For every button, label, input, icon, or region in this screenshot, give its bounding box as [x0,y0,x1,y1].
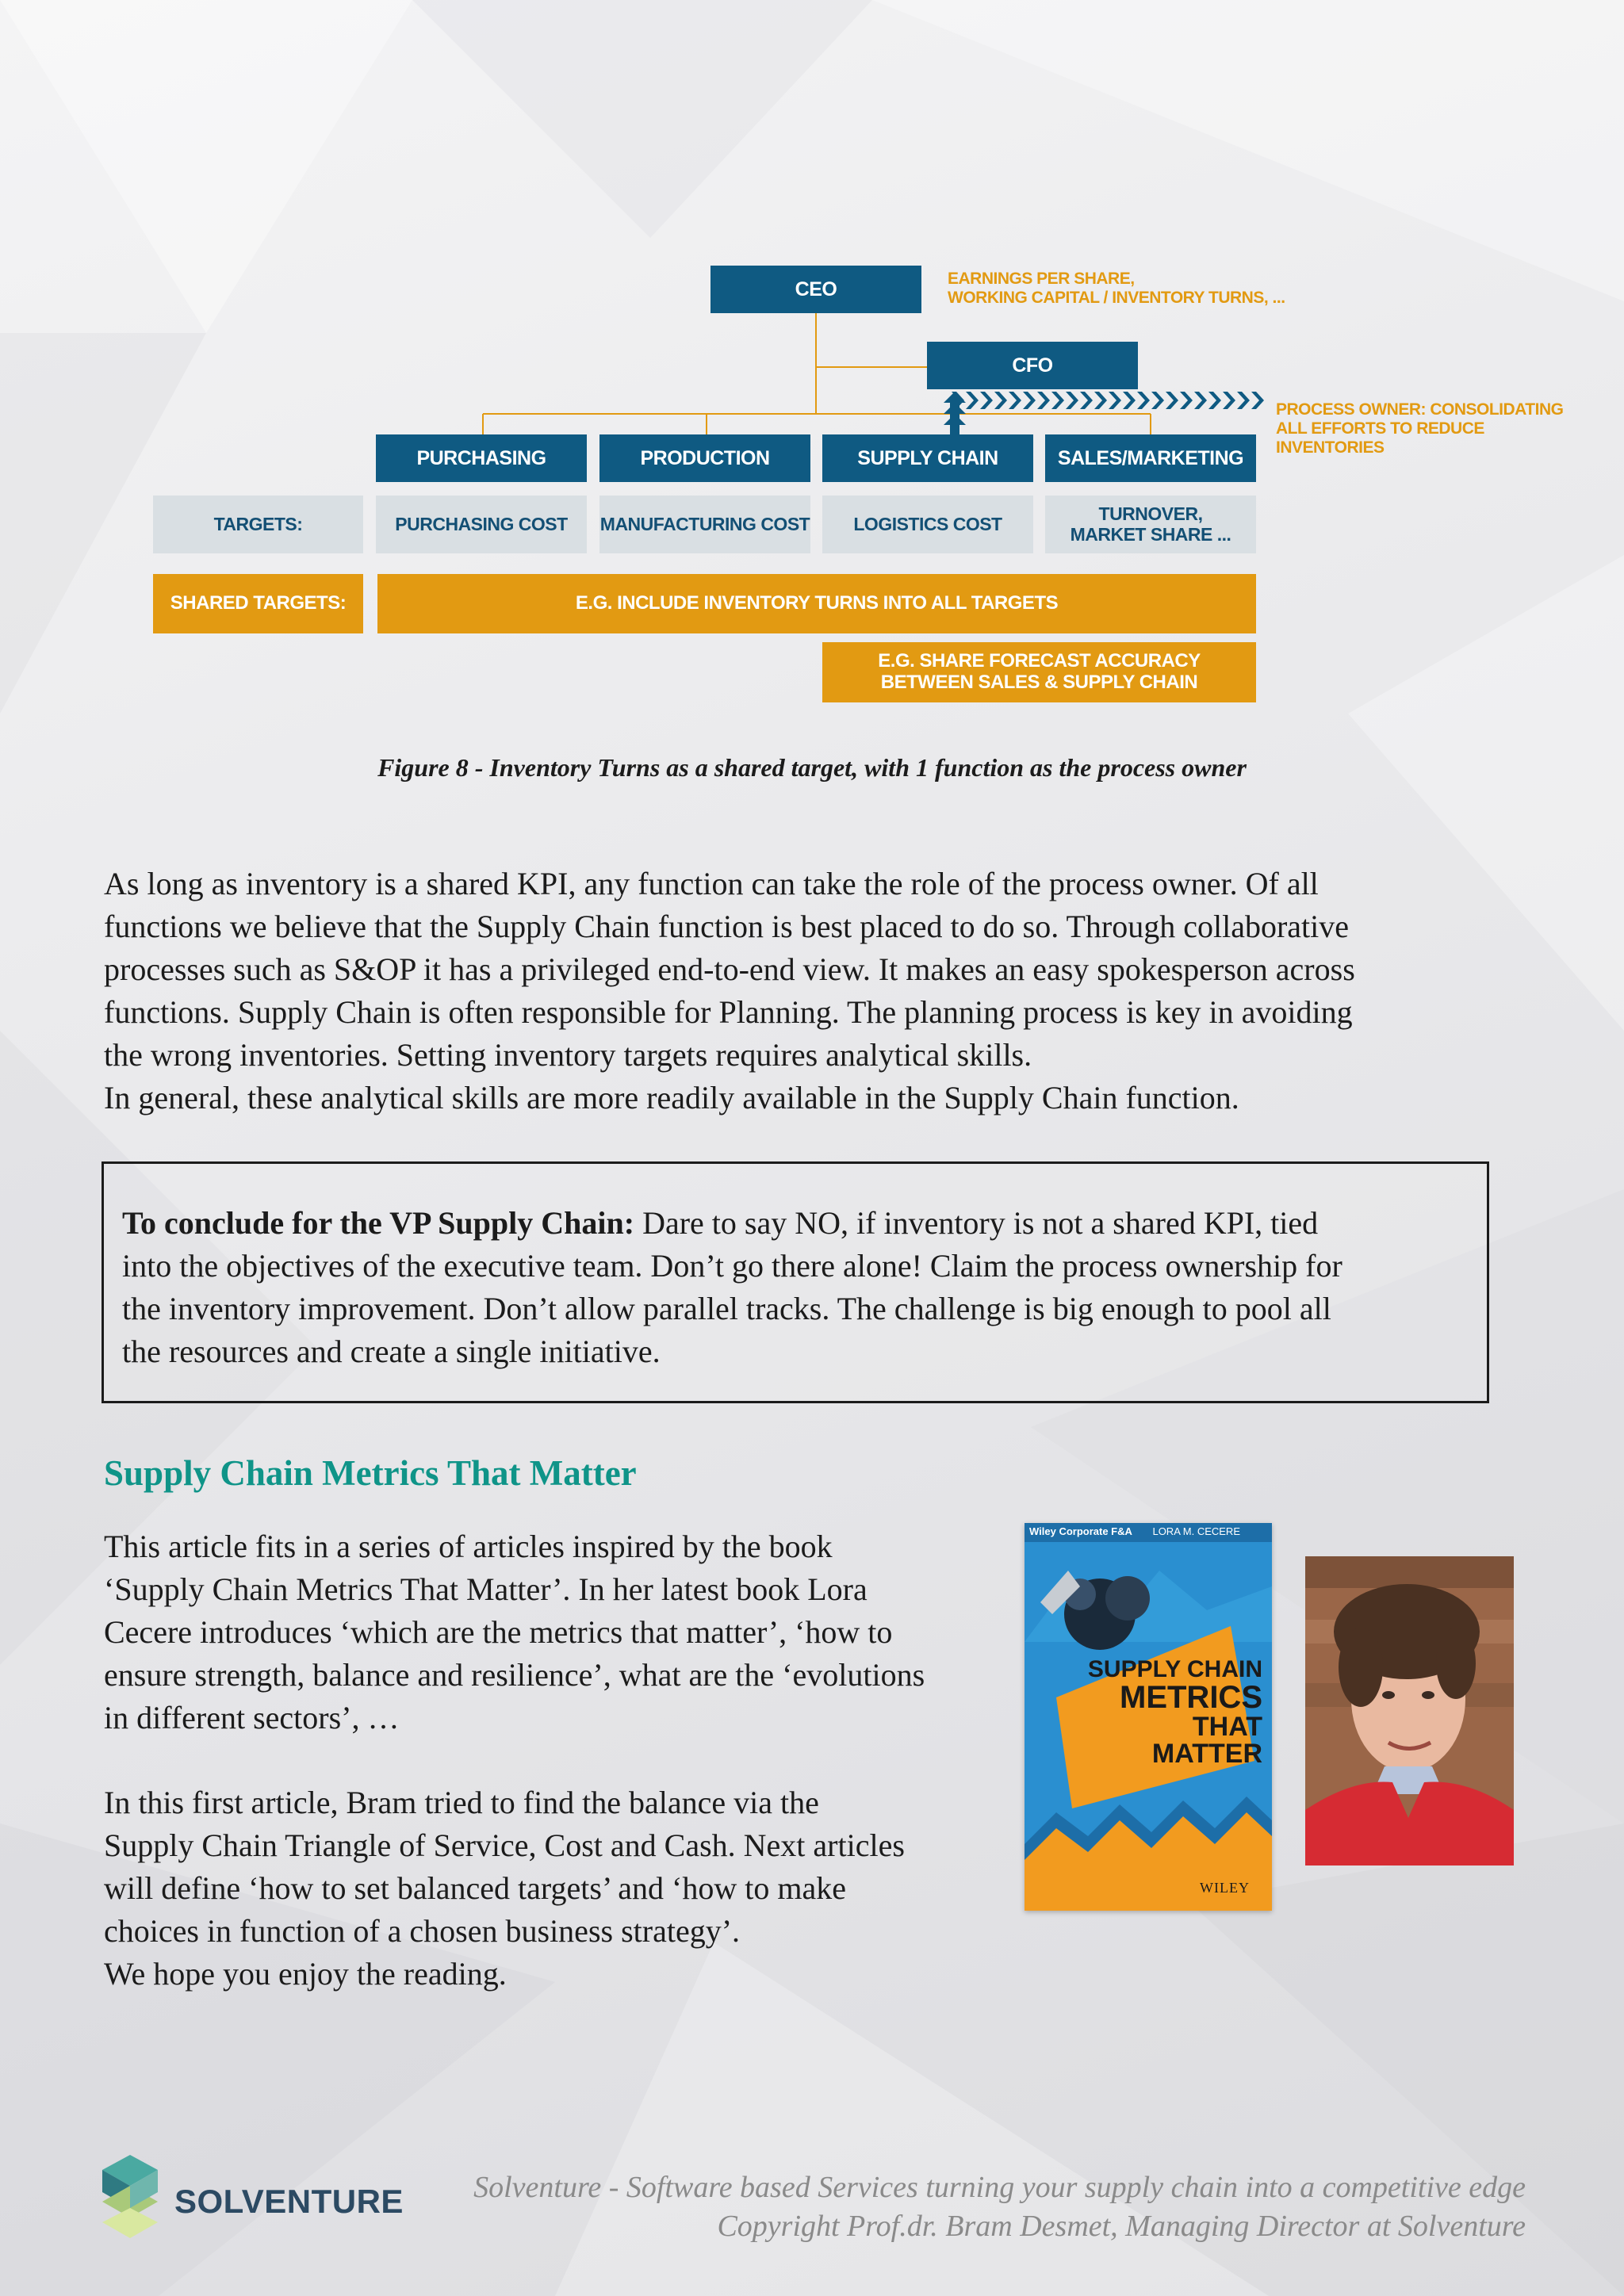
callout-text [122,1202,1342,1373]
function-box-sales-marketing [1045,434,1256,482]
function-label: PRODUCTION [640,447,770,469]
paragraph-process-owner [104,863,1355,1119]
footer-line: Solventure - Software based Services turning your supply chain into a competitive edge [473,2171,1526,2204]
paragraph-line: Cecere introduces ‘which are the metrics that matter’, ‘how to [104,1614,893,1650]
paragraph-line: ensure strength, balance and resilience’, what are the ‘evolutions [104,1657,925,1693]
callout-line: into the objectives of the executive team. Don’t go there alone! Claim the process ownership for [122,1248,1342,1284]
book-title-line: SUPPLY CHAIN [1087,1656,1262,1682]
paragraph-line: in different sectors’, … [104,1700,400,1735]
ceo-note [948,270,1285,308]
callout-lead: To conclude for the VP Supply Chain: [122,1205,635,1241]
callout-line: the resources and create a single initiative. [122,1334,661,1369]
book-title [1056,1658,1262,1767]
paragraph-line: processes such as S&OP it has a privileged end-to-end view. It makes an easy spokesperson across [104,951,1355,987]
author-photo [1305,1556,1514,1866]
paragraph-line: choices in function of a chosen business strategy’. [104,1913,741,1949]
solventure-logo [98,2152,416,2240]
target-box-production [599,496,810,553]
shared-targets-label: SHARED TARGETS: [170,592,347,614]
figure-caption: Figure 8 - Inventory Turns as a shared target, with 1 function as the process owner [377,753,1247,782]
ceo-note-line: EARNINGS PER SHARE, [948,270,1135,288]
solventure-logo-icon [98,2152,162,2240]
process-owner-note [1276,400,1563,457]
shared-target-all-box [377,574,1256,633]
target-label: MANUFACTURING COST [599,513,810,534]
paragraph-series-intro [104,1525,925,1739]
shared-target-all-label: E.G. INCLUDE INVENTORY TURNS INTO ALL TARGETS [575,592,1059,614]
shared-target-pair-box [822,642,1256,702]
cfo-box [927,342,1138,389]
paragraph-line: the wrong inventories. Setting inventory targets requires analytical skills. [104,1037,1032,1073]
author-photo-art [1305,1556,1514,1866]
book-title-line: METRICS [1120,1680,1262,1715]
shared-targets-label-box [153,574,363,633]
footer-line: Copyright Prof.dr. Bram Desmet, Managing Director at Solventure [717,2210,1526,2243]
targets-label-box [153,496,363,553]
callout-first-line [122,1202,1342,1245]
book-cover-image [1025,1523,1272,1911]
book-publisher-band: Wiley Corporate F&A [1029,1525,1132,1537]
function-label: SALES/MARKETING [1057,447,1244,469]
function-box-purchasing [376,434,587,482]
cfo-label: CFO [1012,354,1053,377]
shared-target-pair-line: E.G. SHARE FORECAST ACCURACY [878,650,1201,672]
paragraph-line: ‘Supply Chain Metrics That Matter’. In her latest book Lora [104,1571,868,1607]
process-owner-note-line: INVENTORIES [1276,438,1385,457]
function-box-supply-chain [822,434,1033,482]
paragraph-line: This article fits in a series of articles inspired by the book [104,1529,833,1564]
book-title-line: MATTER [1151,1739,1262,1769]
target-box-purchasing [376,496,587,553]
function-label: PURCHASING [416,447,546,469]
paragraph-line: In general, these analytical skills are more readily available in the Supply Chain function. [104,1080,1239,1115]
process-owner-note-line: PROCESS OWNER: CONSOLIDATING [1276,400,1564,419]
book-author: LORA M. CECERE [1152,1525,1240,1537]
shared-target-pair-line: BETWEEN SALES & SUPPLY CHAIN [880,672,1198,693]
section-heading: Supply Chain Metrics That Matter [104,1453,637,1493]
process-owner-note-line: ALL EFFORTS TO REDUCE [1276,419,1484,438]
callout-first-line-rest: Dare to say NO, if inventory is not a shared KPI, tied [634,1205,1319,1241]
targets-label: TARGETS: [213,513,303,534]
ceo-label: CEO [795,278,837,300]
paragraph-first-article [104,1781,905,1996]
paragraph-line: Supply Chain Triangle of Service, Cost and Cash. Next articles [104,1827,905,1863]
paragraph-line: will define ‘how to set balanced targets’ and ‘how to make [104,1870,846,1906]
target-box-sales-marketing [1045,496,1256,553]
target-box-supply-chain [822,496,1033,553]
book-title-line: THAT [1192,1712,1262,1742]
function-label: SUPPLY CHAIN [857,447,998,469]
book-publisher: WILEY [1200,1880,1250,1896]
callout-line: the inventory improvement. Don’t allow parallel tracks. The challenge is big enough to pool all [122,1291,1331,1326]
ceo-note-line: WORKING CAPITAL / INVENTORY TURNS, ... [948,289,1285,307]
paragraph-line: As long as inventory is a shared KPI, any function can take the role of the process owner. Of all [104,866,1319,901]
paragraph-line: In this first article, Bram tried to find the balance via the [104,1785,819,1820]
footer-text [473,2168,1526,2246]
paragraph-line: We hope you enjoy the reading. [104,1956,507,1992]
solventure-logo-text: SOLVENTURE [174,2183,404,2220]
paragraph-line: functions. Supply Chain is often responsible for Planning. The planning process is key in avoiding [104,994,1353,1030]
target-label: PURCHASING COST [395,513,568,534]
conclusion-callout [102,1161,1489,1403]
target-label: LOGISTICS COST [853,513,1002,534]
function-box-production [599,434,810,482]
paragraph-line: functions we believe that the Supply Chain function is best placed to do so. Through collaborative [104,909,1350,944]
target-label: TURNOVER, MARKET SHARE ... [1070,503,1231,545]
ceo-box [710,266,921,313]
